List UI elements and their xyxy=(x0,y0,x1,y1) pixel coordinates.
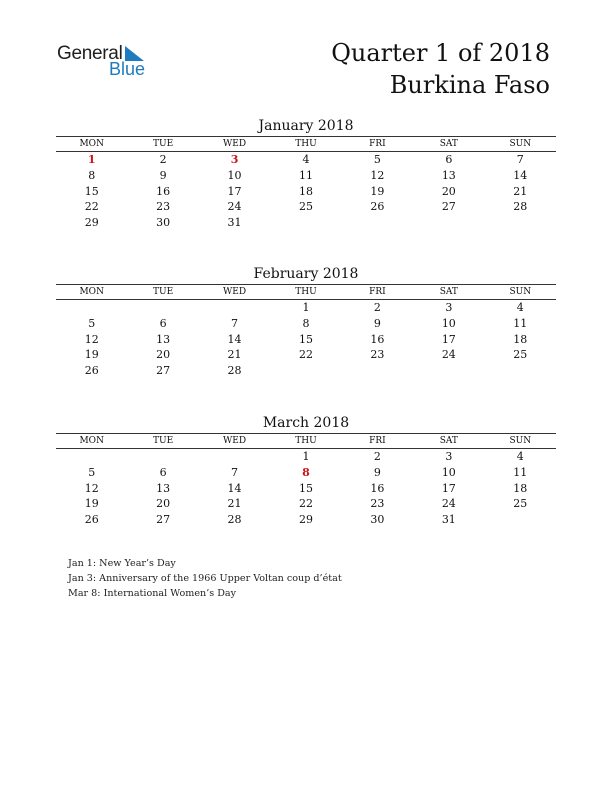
day-cell: 5 xyxy=(373,153,381,167)
page-title xyxy=(331,37,550,101)
day-cell: 8 xyxy=(302,466,310,480)
day-cell: 11 xyxy=(298,169,313,183)
day-cell: 2 xyxy=(373,301,381,315)
day-cell: 24 xyxy=(441,497,456,511)
day-cell: 21 xyxy=(513,184,528,198)
day-cell: 4 xyxy=(302,153,310,167)
week-row xyxy=(56,215,556,231)
day-cell: 30 xyxy=(156,216,171,230)
day-cell: 15 xyxy=(298,332,313,346)
day-cell xyxy=(56,449,127,465)
holiday-note: Jan 3: Anniversary of the 1966 Upper Voltan coup d’état xyxy=(68,572,342,584)
week-row xyxy=(56,347,556,363)
weekday-header: SUN xyxy=(485,285,556,300)
day-cell: 17 xyxy=(441,481,456,495)
day-cell xyxy=(270,363,341,379)
weekday-header: MON xyxy=(56,285,127,300)
day-cell: 25 xyxy=(298,200,313,214)
month-calendar xyxy=(56,117,556,230)
day-cell: 9 xyxy=(373,466,381,480)
day-cell: 10 xyxy=(227,169,242,183)
day-cell: 28 xyxy=(513,200,528,214)
day-cell: 12 xyxy=(84,332,99,346)
day-cell: 19 xyxy=(84,348,99,362)
day-cell: 26 xyxy=(84,513,99,527)
day-cell: 4 xyxy=(516,450,524,464)
holiday-note: Mar 8: International Women’s Day xyxy=(68,587,237,599)
month-title: March 2018 xyxy=(262,415,350,431)
day-cell: 23 xyxy=(370,497,385,511)
weekday-header: FRI xyxy=(342,285,413,300)
weekday-header: THU xyxy=(270,434,341,449)
week-row xyxy=(56,465,556,481)
day-cell: 14 xyxy=(227,332,242,346)
day-cell: 3 xyxy=(445,301,453,315)
week-row xyxy=(56,199,556,215)
day-cell: 2 xyxy=(373,450,381,464)
day-cell: 22 xyxy=(298,497,313,511)
day-cell: 6 xyxy=(159,317,167,331)
day-cell xyxy=(342,363,413,379)
day-cell: 27 xyxy=(441,200,456,214)
week-row xyxy=(56,480,556,496)
day-cell: 23 xyxy=(370,348,385,362)
month-title: January 2018 xyxy=(258,118,354,134)
weekday-header: TUE xyxy=(127,285,198,300)
day-cell: 15 xyxy=(84,184,99,198)
day-cell: 27 xyxy=(156,513,171,527)
weekday-header: SUN xyxy=(485,137,556,152)
day-cell: 1 xyxy=(302,450,310,464)
day-cell: 3 xyxy=(230,153,239,167)
day-cell: 25 xyxy=(513,497,528,511)
day-cell: 11 xyxy=(513,317,528,331)
day-cell xyxy=(56,300,127,316)
day-cell xyxy=(413,363,484,379)
day-cell: 28 xyxy=(227,513,242,527)
day-cell: 1 xyxy=(302,301,310,315)
weekday-header: WED xyxy=(199,137,270,152)
day-cell: 13 xyxy=(156,332,171,346)
weekday-header: THU xyxy=(270,285,341,300)
day-cell: 17 xyxy=(227,184,242,198)
month-title: February 2018 xyxy=(253,266,359,282)
brand-logo xyxy=(57,43,157,83)
weekday-header: SAT xyxy=(413,285,484,300)
day-cell: 13 xyxy=(441,169,456,183)
day-cell: 28 xyxy=(227,364,242,378)
day-cell: 24 xyxy=(227,200,242,214)
day-cell: 8 xyxy=(88,169,96,183)
month-grid xyxy=(56,284,556,378)
day-cell: 21 xyxy=(227,497,242,511)
week-row xyxy=(56,300,556,316)
weekday-header: SUN xyxy=(485,434,556,449)
day-cell: 16 xyxy=(156,184,171,198)
holiday-notes xyxy=(68,557,342,601)
day-cell: 14 xyxy=(227,481,242,495)
day-cell xyxy=(270,215,341,231)
weekday-header: MON xyxy=(56,137,127,152)
day-cell: 5 xyxy=(88,466,96,480)
day-cell: 15 xyxy=(298,481,313,495)
day-cell: 20 xyxy=(156,497,171,511)
day-cell: 11 xyxy=(513,466,528,480)
day-cell: 31 xyxy=(227,216,242,230)
week-row xyxy=(56,363,556,379)
day-cell: 12 xyxy=(370,169,385,183)
day-cell xyxy=(199,300,270,316)
weekday-header: SAT xyxy=(413,137,484,152)
day-cell: 30 xyxy=(370,513,385,527)
month-calendar xyxy=(56,265,556,378)
day-cell: 24 xyxy=(441,348,456,362)
day-cell: 8 xyxy=(302,317,310,331)
weekday-header: FRI xyxy=(342,137,413,152)
day-cell: 5 xyxy=(88,317,96,331)
month-grid xyxy=(56,136,556,230)
day-cell: 6 xyxy=(159,466,167,480)
day-cell: 13 xyxy=(156,481,171,495)
day-cell: 18 xyxy=(298,184,313,198)
day-cell: 4 xyxy=(516,301,524,315)
weekday-header-row xyxy=(56,434,556,449)
day-cell: 16 xyxy=(370,332,385,346)
quarter-title: Quarter 1 of 2018 xyxy=(331,39,550,67)
day-cell: 20 xyxy=(156,348,171,362)
day-cell: 7 xyxy=(516,153,524,167)
logo-text-general: General xyxy=(57,43,123,64)
weekday-header: FRI xyxy=(342,434,413,449)
day-cell: 29 xyxy=(298,513,313,527)
day-cell: 26 xyxy=(84,364,99,378)
day-cell: 17 xyxy=(441,332,456,346)
day-cell xyxy=(485,512,556,528)
week-row xyxy=(56,331,556,347)
day-cell: 1 xyxy=(87,153,96,167)
weekday-header-row xyxy=(56,137,556,152)
week-row xyxy=(56,449,556,465)
day-cell: 6 xyxy=(445,153,453,167)
week-row xyxy=(56,168,556,184)
weekday-header: MON xyxy=(56,434,127,449)
day-cell: 26 xyxy=(370,200,385,214)
day-cell: 19 xyxy=(84,497,99,511)
weekday-header: TUE xyxy=(127,434,198,449)
day-cell xyxy=(127,449,198,465)
day-cell xyxy=(485,215,556,231)
week-row xyxy=(56,183,556,199)
day-cell: 14 xyxy=(513,169,528,183)
day-cell: 3 xyxy=(445,450,453,464)
day-cell: 9 xyxy=(159,169,167,183)
day-cell xyxy=(413,215,484,231)
day-cell: 19 xyxy=(370,184,385,198)
month-calendar xyxy=(56,414,556,527)
day-cell: 22 xyxy=(298,348,313,362)
day-cell: 20 xyxy=(441,184,456,198)
day-cell xyxy=(485,363,556,379)
day-cell: 10 xyxy=(441,466,456,480)
day-cell: 12 xyxy=(84,481,99,495)
day-cell: 7 xyxy=(231,466,239,480)
week-row xyxy=(56,152,556,168)
day-cell: 2 xyxy=(159,153,167,167)
country-title: Burkina Faso xyxy=(389,71,550,99)
day-cell: 22 xyxy=(84,200,99,214)
day-cell: 10 xyxy=(441,317,456,331)
month-grid xyxy=(56,433,556,527)
day-cell: 18 xyxy=(513,332,528,346)
day-cell xyxy=(127,300,198,316)
day-cell: 16 xyxy=(370,481,385,495)
day-cell: 29 xyxy=(84,216,99,230)
weekday-header: WED xyxy=(199,285,270,300)
week-row xyxy=(56,316,556,332)
weekday-header: SAT xyxy=(413,434,484,449)
day-cell xyxy=(199,449,270,465)
day-cell: 18 xyxy=(513,481,528,495)
weekday-header: TUE xyxy=(127,137,198,152)
day-cell: 27 xyxy=(156,364,171,378)
holiday-note: Jan 1: New Year’s Day xyxy=(68,558,176,569)
day-cell: 7 xyxy=(231,317,239,331)
day-cell: 9 xyxy=(373,317,381,331)
logo-text-blue: Blue xyxy=(109,59,146,79)
weekday-header: THU xyxy=(270,137,341,152)
weekday-header-row xyxy=(56,285,556,300)
day-cell xyxy=(342,215,413,231)
day-cell: 25 xyxy=(513,348,528,362)
week-row xyxy=(56,512,556,528)
week-row xyxy=(56,496,556,512)
day-cell: 21 xyxy=(227,348,242,362)
weekday-header: WED xyxy=(199,434,270,449)
day-cell: 31 xyxy=(441,513,456,527)
day-cell: 23 xyxy=(156,200,171,214)
